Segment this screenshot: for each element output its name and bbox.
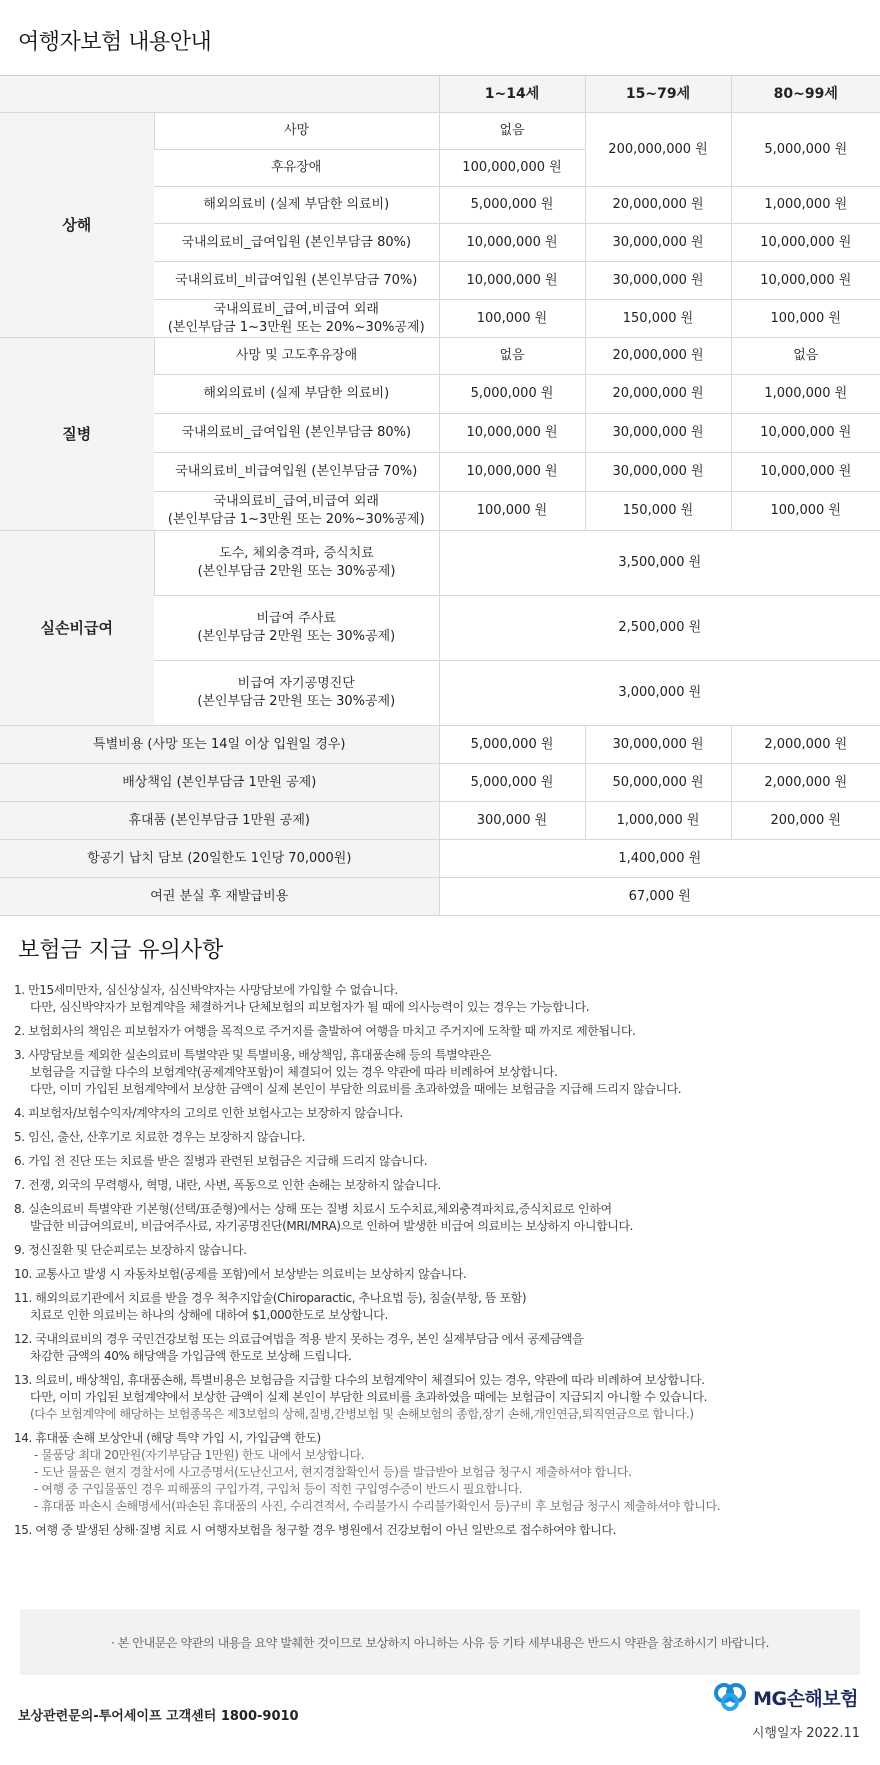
table-row xyxy=(0,840,880,878)
cell: 100,000 원 xyxy=(731,492,880,531)
row-label-line2: (본인부담금 2만원 또는 30%공제) xyxy=(197,629,396,644)
cell: 10,000,000 원 xyxy=(439,224,585,262)
notes-title: 보험금 지급 유의사항 xyxy=(18,938,224,963)
note-line: 보험금을 지급할 다수의 보험계약(공제계약포함)이 체결되어 있는 경우 약관에 따라 비례하여 보상합니다. xyxy=(30,1065,558,1079)
row-label: 해외의료비 (실제 부담한 의료비) xyxy=(154,375,439,414)
table-row xyxy=(0,878,880,916)
row-label: 국내의료비_비급여입원 (본인부담금 70%) xyxy=(154,262,439,300)
cell: 200,000 원 xyxy=(731,802,880,840)
cell: 5,000,000 원 xyxy=(439,764,585,802)
cell: 없음 xyxy=(439,338,585,375)
cell: 30,000,000 원 xyxy=(585,414,731,453)
cell: 20,000,000 원 xyxy=(585,187,731,224)
note-line: 치료로 인한 의료비는 하나의 상해에 대하여 $1,000한도로 보상합니다. xyxy=(30,1308,388,1322)
row-label-line1: 비급여 주사료 xyxy=(256,611,336,627)
cell: 1,000,000 원 xyxy=(585,802,731,840)
note-item xyxy=(14,982,870,1016)
note-subline: - 도난 물품은 현지 경찰서에 사고증명서(도난신고서, 현지경찰확인서 등)를 발급받아 보험금 청구시 제출하셔야 합니다. xyxy=(34,1465,632,1479)
cell: 없음 xyxy=(439,113,585,150)
cell: 10,000,000 원 xyxy=(439,262,585,300)
table-row xyxy=(0,531,880,596)
cell: 3,500,000 원 xyxy=(439,531,880,596)
cell: 200,000,000 원 xyxy=(585,113,731,187)
note-line: 8. 실손의료비 특별약관 기본형(선택/표준형)에서는 상해 또는 질병 치료시 도수치료,체외충격파치료,증식치료로 인하여 xyxy=(14,1202,612,1216)
note-line: 14. 휴대품 손해 보상안내 (해당 특약 가입 시, 가입금액 한도) xyxy=(14,1431,321,1445)
row-label: 배상책임 (본인부담금 1만원 공제) xyxy=(0,764,439,802)
issue-date: 시행일자 2022.11 xyxy=(751,1726,860,1741)
row-label: 여권 분실 후 재발급비용 xyxy=(0,878,439,916)
disclaimer-box xyxy=(20,1609,860,1675)
note-item: 4. 피보험자/보험수익자/계약자의 고의로 인한 보험사고는 보장하지 않습니다. xyxy=(14,1106,403,1120)
cell: 67,000 원 xyxy=(439,878,880,916)
note-item: 10. 교통사고 발생 시 자동차보험(공제를 포함)에서 보상받는 의료비는 보상하지 않습니다. xyxy=(14,1267,467,1281)
cell: 300,000 원 xyxy=(439,802,585,840)
group-injury: 상해 xyxy=(0,113,154,338)
cell: 30,000,000 원 xyxy=(585,726,731,764)
row-label xyxy=(154,531,439,596)
row-label-line1: 비급여 자기공명진단 xyxy=(237,676,355,692)
row-label: 휴대품 (본인부담금 1만원 공제) xyxy=(0,802,439,840)
note-item: 6. 가입 전 진단 또는 치료를 받은 질병과 관련된 보험금은 지급해 드리지 않습니다. xyxy=(14,1154,428,1168)
page-title: 여행자보험 내용안내 xyxy=(18,30,212,55)
note-item xyxy=(14,1430,870,1515)
cell: 100,000 원 xyxy=(439,300,585,338)
cell: 20,000,000 원 xyxy=(585,375,731,414)
row-label: 해외의료비 (실제 부담한 의료비) xyxy=(154,187,439,224)
note-item xyxy=(14,1047,870,1098)
header-age-3: 80~99세 xyxy=(731,76,880,113)
header-blank xyxy=(0,76,439,113)
note-subline: - 물품당 최대 20만원(자기부담금 1만원) 한도 내에서 보상합니다. xyxy=(34,1448,365,1462)
table-row xyxy=(0,726,880,764)
group-disease: 질병 xyxy=(0,338,154,531)
note-item xyxy=(14,1201,870,1235)
row-label-line2: (본인부담금 2만원 또는 30%공제) xyxy=(197,564,396,579)
row-label: 항공기 납치 담보 (20일한도 1인당 70,000원) xyxy=(0,840,439,878)
note-line: 다만, 심신박약자가 보험계약을 체결하거나 단체보험의 피보험자가 될 때에 의사능력이 있는 경우는 가능합니다. xyxy=(30,1000,590,1014)
cell: 1,000,000 원 xyxy=(731,187,880,224)
cell: 2,000,000 원 xyxy=(731,764,880,802)
cell: 100,000,000 원 xyxy=(439,150,585,187)
note-line: 차감한 금액의 40% 해당액을 가입금액 한도로 보상해 드립니다. xyxy=(30,1349,352,1363)
cell: 30,000,000 원 xyxy=(585,224,731,262)
row-label xyxy=(154,300,439,338)
disclaimer-text: · 본 안내문은 약관의 내용을 요약 발췌한 것이므로 보상하지 아니하는 사유 등 기타 세부내용은 반드시 약관을 참조하시기 바랍니다. xyxy=(110,1635,770,1650)
cell: 2,500,000 원 xyxy=(439,596,880,661)
cell: 10,000,000 원 xyxy=(731,262,880,300)
note-line: (다수 보험계약에 해당하는 보험종목은 제3보험의 상해,질병,간병보험 및 손해보험의 종합,장기 손해,개인연금,퇴직연금으로 합니다.) xyxy=(30,1407,694,1421)
brand-name: MG손해보험 xyxy=(753,1687,858,1710)
table-row xyxy=(0,764,880,802)
cell: 5,000,000 원 xyxy=(439,375,585,414)
row-label: 국내의료비_비급여입원 (본인부담금 70%) xyxy=(154,453,439,492)
cell: 5,000,000 원 xyxy=(439,726,585,764)
mg-logo-icon xyxy=(713,1682,747,1712)
row-label: 사망 및 고도후유장애 xyxy=(154,338,439,375)
note-line: 다만, 이미 가입된 보험계약에서 보상한 금액이 실제 본인이 부담한 의료비를 초과하였을 때에는 보험금을 지급해 드리지 않습니다. xyxy=(30,1082,682,1096)
note-item xyxy=(14,1372,870,1423)
note-line: 12. 국내의료비의 경우 국민건강보험 또는 의료급여법을 적용 받지 못하는 경우, 본인 실제부담금 에서 공제금액을 xyxy=(14,1332,584,1346)
brand-logo xyxy=(713,1682,858,1712)
header-age-1: 1~14세 xyxy=(439,76,585,113)
row-label: 사망 xyxy=(154,113,439,150)
cell: 50,000,000 원 xyxy=(585,764,731,802)
row-label-line1: 국내의료비_급여,비급여 외래 xyxy=(213,301,379,317)
coverage-table xyxy=(0,75,880,916)
row-label: 국내의료비_급여입원 (본인부담금 80%) xyxy=(154,414,439,453)
cell: 100,000 원 xyxy=(731,300,880,338)
cell: 1,400,000 원 xyxy=(439,840,880,878)
row-label-line2: (본인부담금 1~3만원 또는 20%~30%공제) xyxy=(167,512,425,527)
row-label xyxy=(154,596,439,661)
cell: 10,000,000 원 xyxy=(439,453,585,492)
cell: 150,000 원 xyxy=(585,300,731,338)
note-line: 11. 해외의료기관에서 치료를 받을 경우 척추지압술(Chiroparactic, 추나요법 등), 침술(부항, 뜸 포함) xyxy=(14,1291,527,1305)
cell: 3,000,000 원 xyxy=(439,661,880,726)
cell: 30,000,000 원 xyxy=(585,453,731,492)
row-label: 국내의료비_급여입원 (본인부담금 80%) xyxy=(154,224,439,262)
note-line: 1. 만15세미만자, 심신상실자, 심신박약자는 사망담보에 가입할 수 없습니다. xyxy=(14,983,398,997)
cell: 10,000,000 원 xyxy=(439,414,585,453)
cell: 5,000,000 원 xyxy=(439,187,585,224)
table-header-row xyxy=(0,76,880,113)
note-subline: - 여행 중 구입물품인 경우 피해품의 구입가격, 구입처 등이 적힌 구입영수증이 반드시 필요합니다. xyxy=(34,1482,523,1496)
table-row xyxy=(0,338,880,375)
row-label xyxy=(154,661,439,726)
table-row xyxy=(0,802,880,840)
note-line: 발급한 비급여의료비, 비급여주사료, 자기공명진단(MRI/MRA)으로 인하여 발생한 비급여 의료비는 보상하지 아니합니다. xyxy=(30,1219,634,1233)
row-label-line1: 도수, 체외충격파, 증식치료 xyxy=(219,546,374,562)
note-item: 15. 여행 중 발생된 상해·질병 치료 시 여행자보험을 청구할 경우 병원에서 건강보험이 아닌 일반으로 접수하여야 합니다. xyxy=(14,1523,616,1537)
note-line: 3. 사망담보를 제외한 실손의료비 특별약관 및 특별비용, 배상책임, 휴대품손해 등의 특별약관은 xyxy=(14,1048,491,1062)
cell: 10,000,000 원 xyxy=(731,414,880,453)
note-line: 13. 의료비, 배상책임, 휴대품손해, 특별비용은 보험금을 지급할 다수의 보험계약이 체결되어 있는 경우, 약관에 따라 비례하여 보상합니다. xyxy=(14,1373,705,1387)
note-subline: - 휴대품 파손시 손해명세서(파손된 휴대품의 사진, 수리견적서, 수리불가시 수리불가확인서 등)구비 후 보험금 청구시 제출하셔야 합니다. xyxy=(34,1499,721,1513)
cell: 10,000,000 원 xyxy=(731,453,880,492)
note-item: 5. 임신, 출산, 산후기로 치료한 경우는 보장하지 않습니다. xyxy=(14,1130,306,1144)
row-label: 특별비용 (사망 또는 14일 이상 입원일 경우) xyxy=(0,726,439,764)
contact-info: 보상관련문의-투어세이프 고객센터 1800-9010 xyxy=(18,1709,299,1724)
row-label-line1: 국내의료비_급여,비급여 외래 xyxy=(213,494,379,510)
row-label xyxy=(154,492,439,531)
note-line: 다만, 이미 가입된 보험계약에서 보상한 금액이 실제 본인이 부담한 의료비를 초과하였을 때에는 보험금이 지급되지 아니할 수 있습니다. xyxy=(30,1390,708,1404)
note-item xyxy=(14,1331,870,1365)
note-item: 2. 보험회사의 책임은 피보험자가 여행을 목적으로 주거지를 출발하여 여행을 마치고 주거지에 도착할 때 까지로 제한됩니다. xyxy=(14,1024,636,1038)
cell: 100,000 원 xyxy=(439,492,585,531)
cell: 5,000,000 원 xyxy=(731,113,880,187)
row-label-line2: (본인부담금 2만원 또는 30%공제) xyxy=(197,694,396,709)
note-item: 7. 전쟁, 외국의 무력행사, 혁명, 내란, 사변, 폭동으로 인한 손해는 보장하지 않습니다. xyxy=(14,1178,441,1192)
header-age-2: 15~79세 xyxy=(585,76,731,113)
cell: 20,000,000 원 xyxy=(585,338,731,375)
group-noncovered: 실손비급여 xyxy=(0,531,154,726)
cell: 30,000,000 원 xyxy=(585,262,731,300)
row-label: 후유장애 xyxy=(154,150,439,187)
table-row xyxy=(0,113,880,150)
row-label-line2: (본인부담금 1~3만원 또는 20%~30%공제) xyxy=(167,319,425,335)
note-item xyxy=(14,1290,870,1324)
notes-list xyxy=(14,982,870,1546)
cell: 150,000 원 xyxy=(585,492,731,531)
cell: 10,000,000 원 xyxy=(731,224,880,262)
cell: 2,000,000 원 xyxy=(731,726,880,764)
cell: 없음 xyxy=(731,338,880,375)
cell: 1,000,000 원 xyxy=(731,375,880,414)
note-item: 9. 정신질환 및 단순피로는 보장하지 않습니다. xyxy=(14,1243,247,1257)
